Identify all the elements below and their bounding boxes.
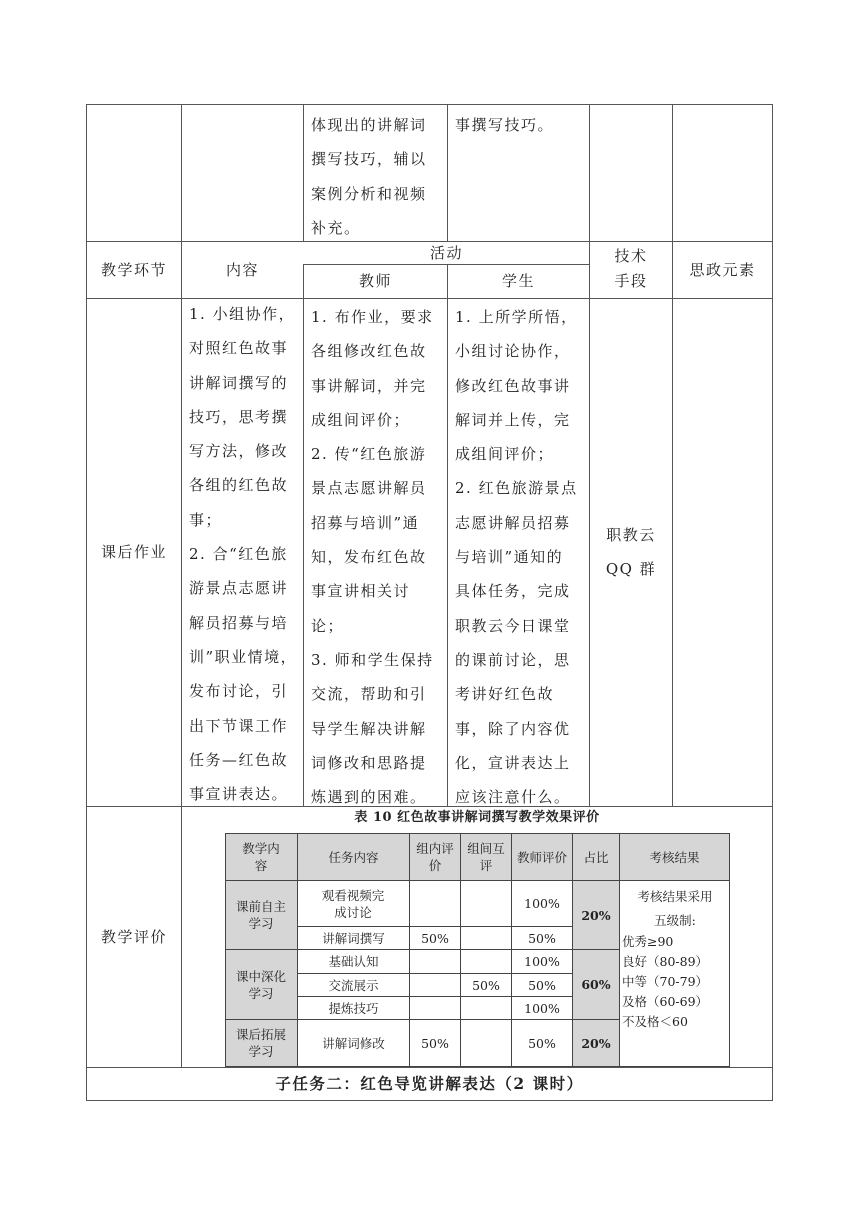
text-line: 与培训”通知的 (455, 548, 564, 567)
text-line: 训”职业情境， (189, 647, 298, 666)
text-line: 各组修改红色故 (311, 342, 427, 361)
col-divider (303, 264, 304, 807)
text-line: 五级制: (654, 912, 696, 928)
col-divider (447, 104, 448, 241)
text-line: 1. 上所学所悟， (455, 308, 578, 326)
text-line: 体现出的讲解词 (311, 116, 427, 134)
text-line: 3. 师和学生保持 (311, 650, 434, 669)
eval-group-label: 课中深化学习 (235, 968, 286, 1001)
text-line: 事讲解词，并完 (311, 376, 427, 395)
text-line: 知，发布红色故 (311, 548, 427, 567)
eval-task: 讲解词修改 (322, 1035, 385, 1051)
text-line: 技术 (614, 247, 648, 265)
homework-teacher-cell (311, 300, 445, 814)
eval-inter (461, 997, 511, 1019)
top-teacher-cell (311, 108, 445, 245)
text-line: 技巧，思考撰 (189, 407, 289, 426)
text-line: 及格（60-69） (622, 994, 709, 1009)
eval-intra: 50% (421, 1035, 449, 1051)
eval-header-intra: 组内评价 (416, 841, 454, 873)
text-line: 词修改和思路提 (311, 753, 427, 772)
text-line: 不及格＜60 (622, 1014, 688, 1029)
text-line: 案例分析和视频 (311, 184, 427, 203)
header-teacher: 教师 (358, 272, 392, 290)
eval-task: 提炼技巧 (328, 1000, 379, 1016)
eval-header-inter: 组间互评 (467, 841, 505, 873)
header-tech (590, 244, 672, 294)
text-line: 考核结果采用 (637, 889, 713, 904)
text-line: 1. 小组协作， (189, 305, 296, 323)
text-line: 考讲好红色故 (455, 685, 555, 704)
text-line: 交流，帮助和引 (311, 685, 427, 704)
eval-inter (461, 1020, 511, 1066)
header-content: 内容 (225, 260, 259, 279)
text-line: 2. 传“红色旅游 (311, 445, 427, 464)
text-line: 撰写技巧，辅以 (311, 150, 427, 169)
header-stage: 教学环节 (100, 260, 167, 279)
eval-line (225, 833, 226, 1067)
stage-homework: 课后作业 (100, 543, 167, 562)
eval-inter (461, 881, 511, 926)
text-line: 事宣讲表达。 (189, 785, 289, 804)
text-line: 应该注意什么。 (455, 788, 571, 807)
eval-header-content: 教学内容 (242, 841, 280, 873)
text-line: 事，除了内容优 (455, 719, 571, 738)
top-student-cell (455, 108, 587, 142)
text-line: 导学生解决讲解 (311, 719, 427, 738)
text-line: 解员招募与培 (189, 613, 289, 632)
text-line: 的课前讨论，思 (455, 650, 571, 669)
eval-inter: 50% (472, 977, 500, 993)
text-line: 化，宣讲表达上 (455, 753, 571, 772)
eval-teacher: 50% (528, 930, 556, 946)
eval-inter (461, 950, 511, 973)
table-border-top (86, 104, 773, 105)
homework-content-cell (189, 297, 301, 811)
eval-teacher: 50% (528, 977, 556, 993)
text-line: 事撰写技巧。 (455, 116, 555, 134)
header-ideology: 思政元素 (689, 260, 756, 279)
text-line: 任务—红色故 (189, 750, 289, 769)
text-line: QQ 群 (605, 560, 657, 579)
eval-table-title: 表 10 红色故事讲解词撰写教学效果评价 (354, 810, 600, 825)
eval-task: 交流展示 (328, 977, 379, 993)
text-line: 游景点志愿讲 (189, 579, 289, 598)
text-line: 2. 合“红色旅 (189, 545, 288, 564)
eval-teacher: 100% (524, 896, 560, 911)
eval-ratio: 20% (581, 907, 611, 923)
eval-intra (410, 997, 460, 1019)
text-line: 讲解词撰写的 (189, 373, 289, 392)
header-student: 学生 (501, 272, 535, 290)
text-line: 1. 布作业，要求 (311, 308, 434, 326)
text-line: 招募与培训”通 (311, 513, 420, 532)
text-line: 手段 (614, 272, 648, 290)
homework-tech-cell (590, 518, 672, 587)
eval-line (729, 833, 730, 1067)
col-divider (303, 104, 304, 241)
eval-intra: 50% (421, 930, 449, 946)
table-border-right (772, 104, 773, 1101)
col-divider (447, 264, 448, 807)
text-line: 修改红色故事讲 (455, 376, 571, 395)
eval-teacher: 100% (524, 954, 560, 969)
text-line: 补充。 (311, 218, 361, 237)
eval-group-label: 课后拓展学习 (235, 1027, 286, 1059)
text-line: 成组间评价； (455, 445, 555, 464)
text-line: 发布讨论，引 (189, 682, 289, 701)
text-line: 具体任务，完成 (455, 582, 571, 601)
eval-task: 观看视频完成讨论 (321, 887, 385, 920)
text-line: 小组讨论协作， (455, 342, 571, 361)
text-line: 优秀≥90 (622, 934, 674, 949)
text-line: 炼遇到的困难。 (311, 788, 427, 807)
col-divider (672, 104, 673, 807)
header-activity: 活动 (429, 244, 463, 262)
text-line: 出下节课工作 (189, 716, 289, 735)
text-line: 写方法，修改 (189, 442, 289, 461)
text-line: 论； (311, 616, 345, 635)
stage-evaluation: 教学评价 (100, 927, 167, 946)
eval-header-teacher: 教师评价 (517, 849, 568, 865)
eval-header-ratio: 占比 (583, 849, 609, 865)
text-line: 职教云今日课堂 (455, 616, 571, 635)
eval-result-text (622, 885, 728, 1055)
subtask-title: 子任务二：红色导览讲解表达（2 课时） (275, 1073, 584, 1093)
eval-intra (410, 881, 460, 926)
col-divider (589, 104, 590, 807)
eval-group-label: 课前自主学习 (235, 899, 286, 931)
eval-header-result: 考核结果 (649, 849, 700, 865)
text-line: 解词并上传，完 (455, 410, 571, 429)
eval-task: 基础认知 (328, 954, 379, 969)
text-line: 成组间评价； (311, 410, 411, 429)
text-line: 2. 红色旅游景点 (455, 479, 578, 498)
text-line: 景点志愿讲解员 (311, 479, 427, 498)
eval-intra (410, 950, 460, 973)
eval-teacher: 50% (528, 1035, 556, 1051)
text-line: 各组的红色故 (189, 476, 289, 495)
eval-task: 讲解词撰写 (322, 930, 385, 946)
eval-intra (410, 974, 460, 996)
text-line: 中等（70-79） (622, 974, 709, 989)
eval-ratio: 60% (581, 977, 611, 992)
text-line: 事宣讲相关讨 (311, 582, 411, 601)
text-line: 对照红色故事 (189, 339, 289, 358)
eval-inter (461, 927, 511, 949)
eval-ratio: 20% (581, 1035, 611, 1051)
eval-header-task: 任务内容 (328, 849, 379, 865)
eval-teacher: 100% (524, 1000, 560, 1016)
text-line: 良好（80-89） (622, 954, 709, 969)
homework-student-cell (455, 300, 587, 814)
text-line: 志愿讲解员招募 (455, 513, 571, 532)
text-line: 职教云 (606, 526, 656, 544)
text-line: 事； (189, 510, 223, 529)
